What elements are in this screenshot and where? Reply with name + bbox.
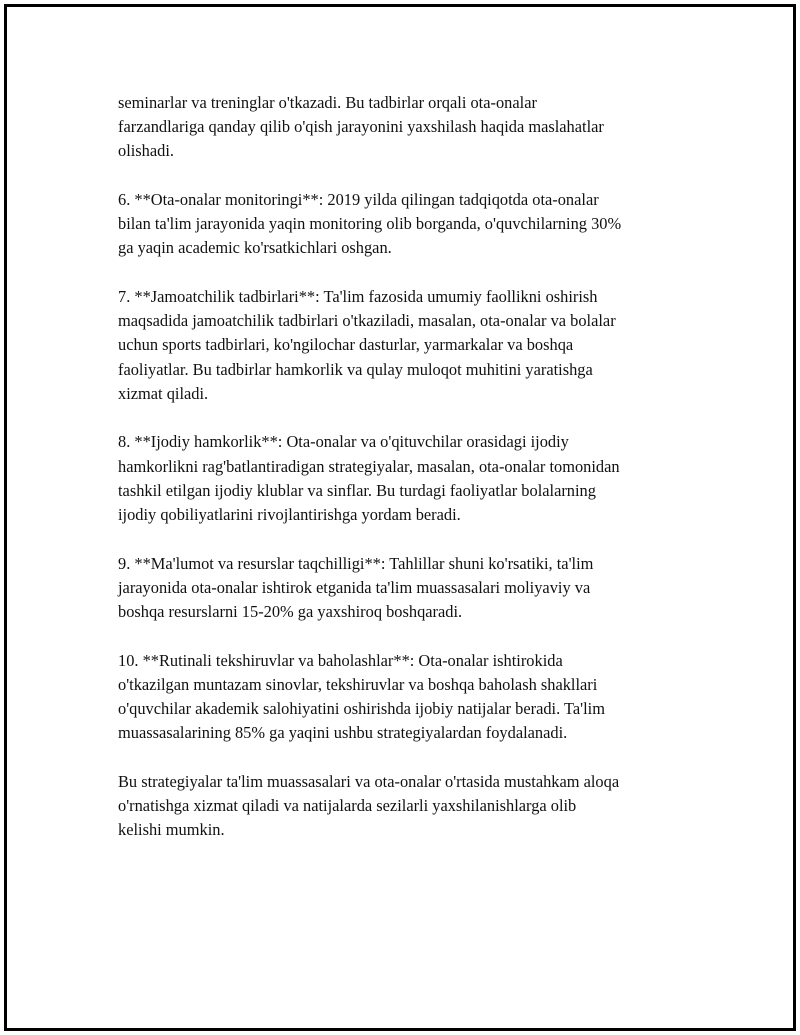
text-line: ga yaqin academic ko'rsatkichlari oshgan.	[118, 238, 392, 258]
text-line: 8. **Ijodiy hamkorlik**: Ota-onalar va o'qituvchilar orasidagi ijodiy	[118, 432, 569, 452]
text-line: muassasalarining 85% ga yaqini ushbu strategiyalardan foydalanadi.	[118, 723, 568, 743]
text-line: xizmat qiladi.	[118, 383, 209, 403]
text-line: maqsadida jamoatchilik tadbirlari o'tkaziladi, masalan, ota-onalar va bolalar	[118, 311, 616, 331]
text-line: 6. **Ota-onalar monitoringi**: 2019 yilda qilingan tadqiqotda ota-onalar	[118, 190, 599, 209]
text-line: farzandlariga qanday qilib o'qish jarayonini yaxshilash haqida maslahatlar	[118, 117, 604, 137]
text-line: jarayonida ota-onalar ishtirok etganida ta'lim muassasalari moliyaviy va	[118, 577, 591, 597]
paragraph-item-6	[118, 188, 698, 261]
text-line: 10. **Rutinali tekshiruvlar va baholashlar**: Ota-onalar ishtirokida	[118, 650, 563, 670]
text-line: hamkorlikni rag'batlantiradigan strategiyalar, masalan, ota-onalar tomonidan	[118, 456, 620, 476]
text-line: olishadi.	[118, 141, 174, 161]
paragraph-item-8	[118, 430, 698, 527]
text-line: Bu strategiyalar ta'lim muassasalari va ota-onalar o'rtasida mustahkam aloqa	[118, 771, 620, 791]
text-line: 7. **Jamoatchilik tadbirlari**: Ta'lim fazosida umumiy faollikni oshirish	[118, 287, 598, 306]
paragraph-item-7	[118, 285, 698, 406]
text-line: boshqa resurslarni 15-20% ga yaxshiroq boshqaradi.	[118, 602, 463, 622]
text-line: o'rnatishga xizmat qiladi va natijalarda sezilarli yaxshilanishlarga olib	[118, 796, 577, 816]
text-line: faoliyatlar. Bu tadbirlar hamkorlik va qulay muloqot muhitini yaratishga	[118, 359, 593, 379]
text-line: 9. **Ma'lumot va resurslar taqchilligi**: Tahlillar shuni ko'rsatiki, ta'lim	[118, 553, 594, 573]
text-line: kelishi mumkin.	[118, 820, 225, 840]
text-line: ijodiy qobiliyatlarini rivojlantirishga yordam beradi.	[118, 505, 461, 525]
document-body	[118, 91, 698, 867]
paragraph-intro-continuation	[118, 91, 698, 164]
text-line: o'tkazilgan muntazam sinovlar, tekshiruvlar va boshqa baholash shakllari	[118, 674, 598, 694]
text-line: uchun sports tadbirlari, ko'ngilochar dasturlar, yarmarkalar va boshqa	[118, 335, 574, 355]
text-line: tashkil etilgan ijodiy klublar va sinflar. Bu turdagi faoliyatlar bolalarning	[118, 480, 596, 500]
text-line: seminarlar va treninglar o'tkazadi. Bu tadbirlar orqali ota-onalar	[118, 93, 537, 112]
paragraph-item-10	[118, 649, 698, 746]
paragraph-item-9	[118, 552, 698, 625]
text-line: bilan ta'lim jarayonida yaqin monitoring olib borganda, o'quvchilarning 30%	[118, 214, 622, 234]
paragraph-conclusion	[118, 770, 698, 843]
text-line: o'quvchilar akademik salohiyatini oshirishda ijobiy natijalar beradi. Ta'lim	[118, 699, 605, 719]
